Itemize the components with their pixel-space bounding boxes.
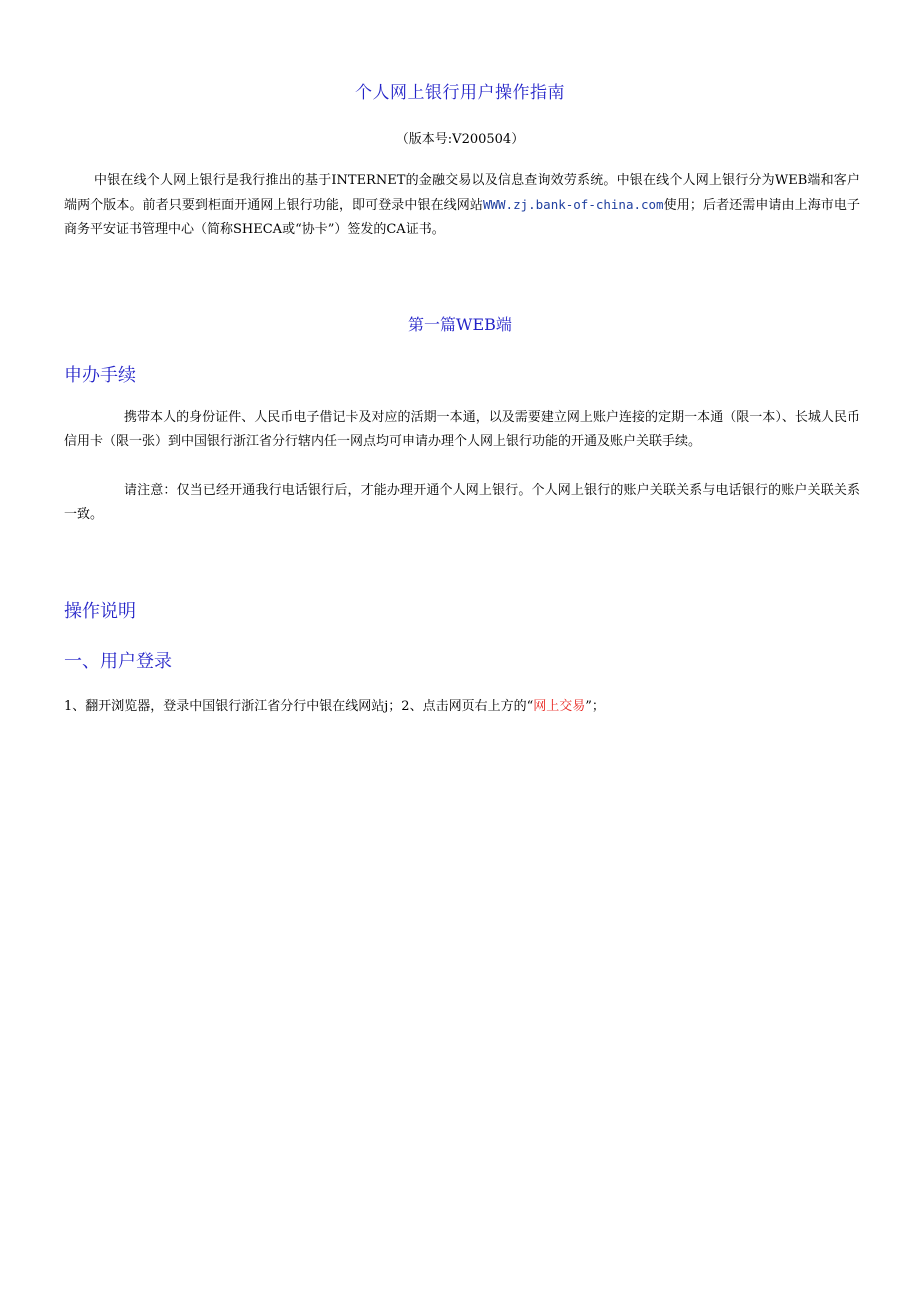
step-text-prefix: 1、翻开浏览器，登录中国银行浙江省分行中银在线网站j；2、点击网页右上方的“ — [64, 699, 534, 714]
section-heading-operations: 操作说明 — [64, 601, 136, 622]
document-title: 个人网上银行用户操作指南 — [355, 83, 565, 103]
part-title: 第一篇WEB端 — [408, 315, 512, 334]
version-number: （版本号:V200504） — [395, 132, 525, 147]
section-heading-apply: 申办手续 — [64, 365, 136, 386]
intro-text-part1: 中银在线个人网上银行是我行推出的基于INTERNET的金融交易以及信息查询效劳系统。中银在线个人网上银行分为WEB端和客户端两个版本。前者只要到柜面开通网上银行功能，即可登录中银在线网站 — [64, 173, 860, 213]
step-text-suffix: ”； — [585, 699, 605, 714]
online-trading-highlight: 网上交易 — [533, 699, 586, 714]
apply-paragraph-1: 携带本人的身份证件、人民币电子借记卡及对应的活期一本通，以及需要建立网上账户连接的定期一本通（限一本）、长城人民币信用卡（限一张）到中国银行浙江省分行辖内任一网点均可申请办理个人网上银行功能的开通及账户关联手续。 — [64, 410, 860, 449]
apply-paragraph-2: 请注意：仅当已经开通我行电话银行后，才能办理开通个人网上银行。个人网上银行的账户关联关系与电话银行的账户关联关系一致。 — [64, 483, 860, 522]
login-step-line — [64, 695, 605, 719]
website-link[interactable]: WWW.zj.bank-of-china.com — [482, 197, 664, 212]
intro-text-part2: 使用；后者还需申请由上海市电子商务平安证书管理中心（简称SHECA或“协卡”）签发的CA证书。 — [64, 198, 860, 237]
section-heading-login: 一、用户登录 — [64, 651, 172, 672]
intro-paragraph — [64, 169, 860, 242]
